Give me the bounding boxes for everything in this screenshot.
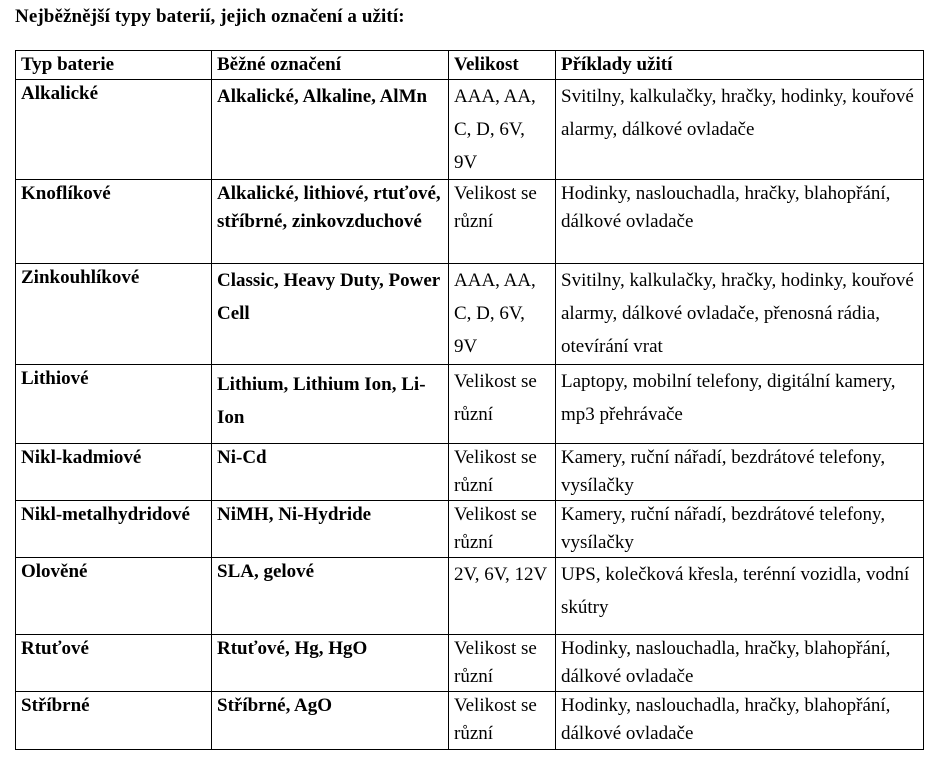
table-row (16, 365, 924, 444)
cell-size: AAA, AA, C, D, 6V, 9V (449, 264, 556, 365)
cell-type: Zinkouhlíkové (16, 264, 212, 365)
cell-size: Velikost se různí (449, 692, 556, 750)
cell-size: AAA, AA, C, D, 6V, 9V (449, 80, 556, 180)
table-row (16, 80, 924, 180)
cell-size: Velikost se různí (449, 501, 556, 558)
table-row (16, 444, 924, 501)
battery-types-table (15, 50, 924, 750)
cell-type: Lithiové (16, 365, 212, 444)
header-designation: Běžné označení (212, 51, 449, 80)
cell-designation: Rtuťové, Hg, HgO (212, 635, 449, 692)
table-row (16, 501, 924, 558)
cell-designation: NiMH, Ni-Hydride (212, 501, 449, 558)
table-row (16, 558, 924, 635)
table-row (16, 692, 924, 750)
cell-designation: Stříbrné, AgO (212, 692, 449, 750)
header-type: Typ baterie (16, 51, 212, 80)
cell-size: Velikost se různí (449, 635, 556, 692)
cell-designation: Ni-Cd (212, 444, 449, 501)
table-header-row (16, 51, 924, 80)
cell-type: Stříbrné (16, 692, 212, 750)
cell-usage: Kamery, ruční nářadí, bezdrátové telefony, vysílačky (556, 501, 924, 558)
table-row (16, 264, 924, 365)
cell-usage: Svitilny, kalkulačky, hračky, hodinky, kouřové alarmy, dálkové ovladače, přenosná rádia, otevírání vrat (556, 264, 924, 365)
cell-type: Nikl-kadmiové (16, 444, 212, 501)
cell-usage: Svitilny, kalkulačky, hračky, hodinky, kouřové alarmy, dálkové ovladače (556, 80, 924, 180)
header-size: Velikost (449, 51, 556, 80)
cell-size: Velikost se různí (449, 365, 556, 444)
header-usage: Příklady užití (556, 51, 924, 80)
cell-usage: Hodinky, naslouchadla, hračky, blahopřání, dálkové ovladače (556, 692, 924, 750)
table-row (16, 180, 924, 264)
cell-usage: Hodinky, naslouchadla, hračky, blahopřání, dálkové ovladače (556, 635, 924, 692)
cell-type: Olověné (16, 558, 212, 635)
cell-size: Velikost se různí (449, 180, 556, 264)
cell-designation: SLA, gelové (212, 558, 449, 635)
cell-size: 2V, 6V, 12V (449, 558, 556, 635)
cell-usage: Kamery, ruční nářadí, bezdrátové telefony, vysílačky (556, 444, 924, 501)
cell-designation: Alkalické, Alkaline, AlMn (212, 80, 449, 180)
cell-type: Rtuťové (16, 635, 212, 692)
cell-usage: Laptopy, mobilní telefony, digitální kamery, mp3 přehrávače (556, 365, 924, 444)
cell-usage: UPS, kolečková křesla, terénní vozidla, vodní skútry (556, 558, 924, 635)
cell-size: Velikost se různí (449, 444, 556, 501)
cell-type: Alkalické (16, 80, 212, 180)
page-title: Nejběžnější typy baterií, jejich označení a užití: (15, 6, 405, 27)
cell-designation: Alkalické, lithiové, rtuťové, stříbrné, zinkovzduchové (212, 180, 449, 264)
cell-designation: Classic, Heavy Duty, Power Cell (212, 264, 449, 365)
cell-designation: Lithium, Lithium Ion, Li-Ion (212, 365, 449, 444)
table-row (16, 635, 924, 692)
cell-usage: Hodinky, naslouchadla, hračky, blahopřání, dálkové ovladače (556, 180, 924, 264)
cell-type: Nikl-metalhydridové (16, 501, 212, 558)
cell-type: Knoflíkové (16, 180, 212, 264)
